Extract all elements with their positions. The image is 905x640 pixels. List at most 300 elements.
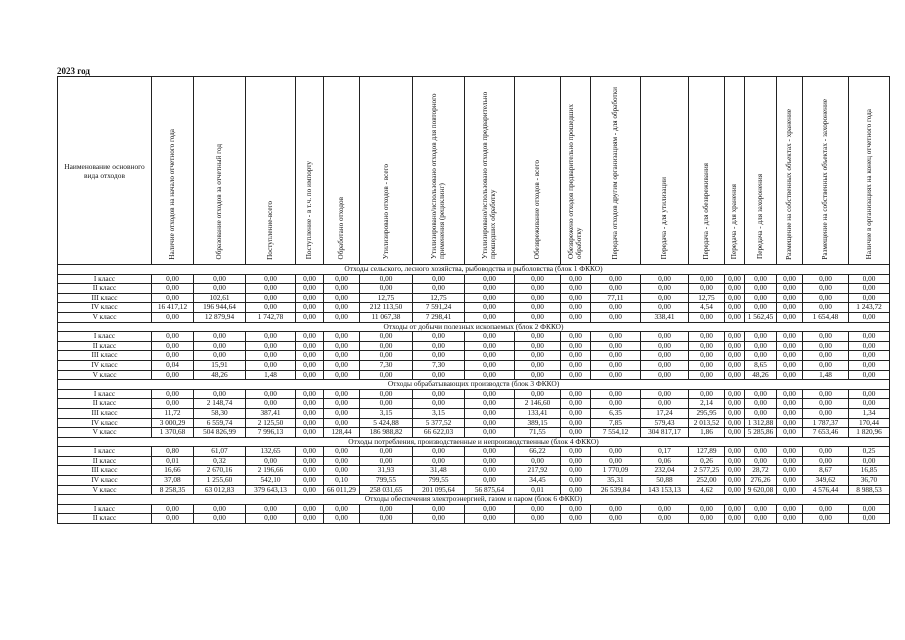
column-header — [413, 77, 465, 265]
table-cell: 0,00 — [803, 293, 849, 303]
table-cell: 37,08 — [152, 476, 194, 486]
table-cell: 0,00 — [194, 389, 246, 399]
table-cell: 0,00 — [296, 284, 324, 294]
column-header — [591, 77, 641, 265]
table-cell: 66,22 — [515, 447, 561, 457]
table-cell: 504 826,99 — [194, 428, 246, 438]
row-label: II класс — [58, 456, 152, 466]
table-cell: 0,00 — [360, 351, 413, 361]
table-row — [58, 389, 890, 399]
table-row — [58, 514, 890, 524]
table-cell: 16,66 — [152, 466, 194, 476]
table-cell: 31,93 — [360, 466, 413, 476]
table-cell: 63 012,83 — [194, 485, 246, 495]
table-cell: 232,04 — [641, 466, 689, 476]
table-cell: 0,00 — [849, 399, 890, 409]
table-cell: 0,00 — [561, 341, 591, 351]
table-cell: 0,00 — [465, 312, 515, 322]
table-cell: 0,00 — [689, 284, 725, 294]
table-cell: 0,00 — [777, 332, 803, 342]
table-cell: 0,00 — [591, 341, 641, 351]
column-header — [777, 77, 803, 265]
table-cell: 1 312,88 — [745, 418, 777, 428]
row-label: III класс — [58, 466, 152, 476]
table-cell: 0,00 — [152, 389, 194, 399]
column-header — [360, 77, 413, 265]
table-cell: 0,00 — [515, 274, 561, 284]
table-cell: 0,00 — [777, 447, 803, 457]
table-row — [58, 399, 890, 409]
table-cell: 0,00 — [745, 303, 777, 313]
table-cell: 71,55 — [515, 428, 561, 438]
table-cell: 11 067,38 — [360, 312, 413, 322]
table-cell: 143 153,13 — [641, 485, 689, 495]
table-cell: 0,00 — [689, 370, 725, 380]
table-cell: 0,00 — [246, 504, 296, 514]
table-cell: 0,00 — [641, 514, 689, 524]
table-cell: 0,00 — [515, 504, 561, 514]
table-cell: 2 670,16 — [194, 466, 246, 476]
table-cell: 0,00 — [246, 284, 296, 294]
table-cell: 389,15 — [515, 418, 561, 428]
table-cell: 0,00 — [745, 284, 777, 294]
table-cell: 0,00 — [561, 370, 591, 380]
table-cell: 542,10 — [246, 476, 296, 486]
column-header — [849, 77, 890, 265]
column-header-name: Наименование основного вида отходов — [58, 77, 152, 265]
table-cell: 0,00 — [296, 293, 324, 303]
table-cell: 0,00 — [591, 504, 641, 514]
table-cell: 0,00 — [803, 514, 849, 524]
table-cell: 2 125,50 — [246, 418, 296, 428]
table-cell: 9 620,08 — [745, 485, 777, 495]
table-cell: 0,00 — [515, 312, 561, 322]
table-cell: 186 988,82 — [360, 428, 413, 438]
table-cell: 0,80 — [152, 447, 194, 457]
table-cell: 349,62 — [803, 476, 849, 486]
table-cell: 4,54 — [689, 303, 725, 313]
column-header-label: Утилизировано/использовано отходов предварительно прошедших обработку — [481, 92, 498, 260]
table-cell: 0,00 — [803, 456, 849, 466]
row-label: I класс — [58, 332, 152, 342]
table-cell: 1 243,72 — [849, 303, 890, 313]
column-header-label: Наличие отходов на начало отчетного года — [168, 128, 177, 260]
table-cell: 0,00 — [324, 456, 360, 466]
table-cell: 0,00 — [641, 303, 689, 313]
table-cell: 8,67 — [803, 466, 849, 476]
row-label: V класс — [58, 428, 152, 438]
table-row — [58, 341, 890, 351]
page-title: 2023 год — [57, 66, 90, 76]
table-cell: 0,00 — [591, 370, 641, 380]
table-cell: 0,00 — [194, 284, 246, 294]
table-cell: 0,00 — [725, 284, 745, 294]
table-cell: 387,41 — [246, 408, 296, 418]
table-cell: 7 591,24 — [413, 303, 465, 313]
table-cell: 0,00 — [360, 284, 413, 294]
table-row — [58, 456, 890, 466]
row-label: IV класс — [58, 360, 152, 370]
table-cell: 48,26 — [745, 370, 777, 380]
table-cell: 0,00 — [246, 303, 296, 313]
table-cell: 0,00 — [324, 399, 360, 409]
table-cell: 0,00 — [641, 399, 689, 409]
table-cell: 0,00 — [515, 514, 561, 524]
table-cell: 0,00 — [561, 274, 591, 284]
table-cell: 0,00 — [803, 399, 849, 409]
table-cell: 0,00 — [689, 351, 725, 361]
table-cell: 0,00 — [246, 341, 296, 351]
table-cell: 0,00 — [561, 399, 591, 409]
table-cell: 0,00 — [324, 447, 360, 457]
table-row — [58, 274, 890, 284]
table-cell: 0,00 — [849, 341, 890, 351]
table-cell: 0,00 — [777, 476, 803, 486]
table-cell: 0,00 — [296, 351, 324, 361]
table-cell: 35,31 — [591, 476, 641, 486]
table-cell: 1 820,96 — [849, 428, 890, 438]
table-cell: 0,00 — [324, 370, 360, 380]
table-cell: 5 285,86 — [745, 428, 777, 438]
table-cell: 0,00 — [246, 456, 296, 466]
table-cell: 0,00 — [194, 332, 246, 342]
column-header — [324, 77, 360, 265]
row-label: IV класс — [58, 418, 152, 428]
row-label: V класс — [58, 485, 152, 495]
column-header-label: Образование отходов за отчетный год — [215, 143, 224, 260]
table-cell: 170,44 — [849, 418, 890, 428]
table-cell: 0,00 — [777, 456, 803, 466]
table-cell: 1,48 — [246, 370, 296, 380]
table-cell: 0,00 — [515, 360, 561, 370]
table-cell: 102,61 — [194, 293, 246, 303]
table-cell: 0,17 — [641, 447, 689, 457]
column-header-label: Поступление - в т.ч. по импорту — [305, 161, 314, 260]
table-cell: 0,00 — [152, 514, 194, 524]
table-cell: 0,00 — [725, 370, 745, 380]
table-cell: 0,00 — [413, 389, 465, 399]
section-header-row — [58, 322, 890, 332]
table-cell: 0,01 — [515, 485, 561, 495]
table-cell: 0,00 — [324, 274, 360, 284]
table-cell: 0,00 — [413, 447, 465, 457]
table-cell: 0,00 — [561, 360, 591, 370]
table-cell: 0,00 — [296, 514, 324, 524]
table-cell: 0,00 — [152, 274, 194, 284]
table-cell: 0,06 — [641, 456, 689, 466]
table-cell: 0,00 — [246, 514, 296, 524]
table-cell: 0,00 — [296, 466, 324, 476]
table-cell: 132,65 — [246, 447, 296, 457]
table-cell: 0,00 — [324, 332, 360, 342]
table-cell: 0,00 — [849, 389, 890, 399]
table-cell: 7 996,13 — [246, 428, 296, 438]
table-cell: 0,00 — [515, 332, 561, 342]
table-cell: 304 817,17 — [641, 428, 689, 438]
table-cell: 0,00 — [465, 504, 515, 514]
table-cell: 0,00 — [777, 341, 803, 351]
table-cell: 1,34 — [849, 408, 890, 418]
table-cell: 0,00 — [745, 341, 777, 351]
table-cell: 15,91 — [194, 360, 246, 370]
table-cell: 7 653,46 — [803, 428, 849, 438]
table-cell: 0,00 — [296, 456, 324, 466]
table-cell: 50,88 — [641, 476, 689, 486]
table-cell: 66 622,03 — [413, 428, 465, 438]
table-cell: 0,00 — [296, 360, 324, 370]
table-row — [58, 476, 890, 486]
column-header — [246, 77, 296, 265]
table-cell: 0,00 — [641, 370, 689, 380]
table-cell: 0,00 — [849, 514, 890, 524]
table-cell: 0,00 — [324, 418, 360, 428]
table-cell: 379 643,13 — [246, 485, 296, 495]
table-cell: 0,00 — [515, 341, 561, 351]
table-cell: 0,00 — [296, 332, 324, 342]
column-header-label: Наличие в организациях на конец отчетного года — [864, 109, 873, 260]
table-cell: 0,00 — [152, 399, 194, 409]
column-header-label: Передача - для захоронения — [756, 174, 765, 260]
table-cell: 3,15 — [360, 408, 413, 418]
table-cell: 0,00 — [777, 293, 803, 303]
table-cell: 8,65 — [745, 360, 777, 370]
table-cell: 0,00 — [246, 389, 296, 399]
table-cell: 0,00 — [152, 284, 194, 294]
table-cell: 0,00 — [803, 389, 849, 399]
table-cell: 0,00 — [803, 360, 849, 370]
row-label: I класс — [58, 274, 152, 284]
table-cell: 0,00 — [360, 514, 413, 524]
table-cell: 0,00 — [641, 284, 689, 294]
table-cell: 0,00 — [777, 360, 803, 370]
table-cell: 0,00 — [296, 485, 324, 495]
table-cell: 0,00 — [641, 332, 689, 342]
column-header — [745, 77, 777, 265]
table-cell: 0,00 — [689, 274, 725, 284]
table-row — [58, 312, 890, 322]
table-cell: 7 298,41 — [413, 312, 465, 322]
table-cell: 0,00 — [465, 418, 515, 428]
table-cell: 212 113,50 — [360, 303, 413, 313]
table-cell: 0,00 — [561, 303, 591, 313]
table-cell: 0,00 — [246, 399, 296, 409]
table-cell: 0,00 — [849, 456, 890, 466]
table-cell: 0,00 — [689, 389, 725, 399]
table-cell: 217,92 — [515, 466, 561, 476]
table-cell: 0,00 — [360, 399, 413, 409]
table-cell: 0,00 — [413, 456, 465, 466]
table-cell: 0,00 — [777, 408, 803, 418]
table-cell: 17,24 — [641, 408, 689, 418]
table-cell: 0,00 — [725, 293, 745, 303]
table-cell: 0,00 — [561, 408, 591, 418]
table-cell: 0,00 — [561, 293, 591, 303]
table-row — [58, 332, 890, 342]
table-cell: 0,00 — [803, 332, 849, 342]
table-cell: 0,00 — [152, 312, 194, 322]
table-cell: 12,75 — [689, 293, 725, 303]
row-label: V класс — [58, 370, 152, 380]
table-cell: 799,55 — [413, 476, 465, 486]
table-cell: 0,00 — [689, 312, 725, 322]
table-cell: 0,00 — [849, 284, 890, 294]
table-cell: 0,00 — [849, 360, 890, 370]
table-cell: 0,00 — [745, 408, 777, 418]
table-cell: 8 258,35 — [152, 485, 194, 495]
table-cell: 0,00 — [745, 456, 777, 466]
table-cell: 0,00 — [413, 514, 465, 524]
column-header — [296, 77, 324, 265]
table-cell: 1 654,48 — [803, 312, 849, 322]
column-header-label: Передача отходов другим организациям - для обработки — [611, 86, 620, 260]
table-cell: 7,30 — [413, 360, 465, 370]
table-cell: 0,00 — [561, 456, 591, 466]
table-cell: 0,00 — [745, 399, 777, 409]
table-cell: 0,00 — [465, 456, 515, 466]
column-header-label: Утилизировано/использовано отходов для повторного применения (рециклинг) — [430, 93, 447, 260]
table-cell: 7,30 — [360, 360, 413, 370]
section-title: Отходы от добычи полезных ископаемых (блок 2 ФККО) — [58, 322, 890, 332]
table-cell: 16 417,12 — [152, 303, 194, 313]
table-row — [58, 303, 890, 313]
table-cell: 0,00 — [465, 284, 515, 294]
table-cell: 252,00 — [689, 476, 725, 486]
table-cell: 0,00 — [689, 504, 725, 514]
table-cell: 0,00 — [777, 274, 803, 284]
row-label: II класс — [58, 399, 152, 409]
table-cell: 0,00 — [777, 351, 803, 361]
column-header — [561, 77, 591, 265]
table-cell: 0,00 — [591, 456, 641, 466]
table-row — [58, 504, 890, 514]
table-cell: 0,00 — [324, 466, 360, 476]
table-cell: 1 370,68 — [152, 428, 194, 438]
table-cell: 0,00 — [561, 447, 591, 457]
table-cell: 0,00 — [591, 284, 641, 294]
table-cell: 0,00 — [152, 341, 194, 351]
table-cell: 0,00 — [745, 447, 777, 457]
table-cell: 0,00 — [591, 399, 641, 409]
table-cell: 0,00 — [725, 408, 745, 418]
table-cell: 0,00 — [745, 389, 777, 399]
waste-table — [57, 76, 890, 524]
table-cell: 338,41 — [641, 312, 689, 322]
table-cell: 0,00 — [777, 485, 803, 495]
table-cell: 201 095,64 — [413, 485, 465, 495]
table-cell: 0,00 — [360, 456, 413, 466]
table-cell: 0,00 — [725, 360, 745, 370]
table-cell: 0,00 — [641, 360, 689, 370]
table-cell: 0,00 — [465, 341, 515, 351]
table-cell: 0,00 — [413, 332, 465, 342]
row-label: III класс — [58, 351, 152, 361]
table-row — [58, 360, 890, 370]
row-label: II класс — [58, 514, 152, 524]
table-cell: 12,75 — [360, 293, 413, 303]
table-cell: 0,00 — [324, 284, 360, 294]
table-cell: 0,00 — [777, 389, 803, 399]
table-cell: 127,89 — [689, 447, 725, 457]
table-cell: 0,00 — [465, 399, 515, 409]
section-header-row — [58, 265, 890, 275]
table-cell: 2,14 — [689, 399, 725, 409]
table-cell: 0,00 — [725, 303, 745, 313]
table-cell: 0,00 — [849, 293, 890, 303]
table-cell: 0,00 — [803, 351, 849, 361]
column-header-label: Передача - для утилизации — [660, 177, 669, 260]
table-cell: 0,00 — [591, 360, 641, 370]
table-cell: 0,00 — [777, 312, 803, 322]
table-cell: 0,00 — [152, 293, 194, 303]
table-cell: 0,00 — [413, 274, 465, 284]
table-cell: 0,00 — [465, 360, 515, 370]
table-cell: 0,00 — [745, 332, 777, 342]
table-cell: 0,00 — [324, 408, 360, 418]
table-cell: 2 146,60 — [515, 399, 561, 409]
table-cell: 0,00 — [803, 303, 849, 313]
section-header-row — [58, 495, 890, 505]
table-cell: 0,00 — [561, 351, 591, 361]
table-cell: 0,00 — [591, 312, 641, 322]
table-cell: 0,00 — [324, 514, 360, 524]
table-cell: 0,00 — [561, 312, 591, 322]
table-cell: 0,00 — [803, 284, 849, 294]
table-cell: 0,00 — [360, 341, 413, 351]
table-cell: 0,00 — [515, 456, 561, 466]
table-cell: 0,00 — [246, 274, 296, 284]
row-label: III класс — [58, 408, 152, 418]
table-row — [58, 428, 890, 438]
table-cell: 1,48 — [803, 370, 849, 380]
section-header-row — [58, 437, 890, 447]
section-title: Отходы обеспечения электроэнергией, газом и паром (блок 6 ФККО) — [58, 495, 890, 505]
section-title: Отходы обрабатывающих производств (блок 3 ФККО) — [58, 380, 890, 390]
table-cell: 4 576,44 — [803, 485, 849, 495]
table-cell: 0,00 — [296, 341, 324, 351]
table-cell: 77,11 — [591, 293, 641, 303]
table-cell: 0,00 — [360, 447, 413, 457]
table-cell: 579,43 — [641, 418, 689, 428]
table-cell: 0,00 — [849, 504, 890, 514]
table-cell: 0,00 — [246, 351, 296, 361]
table-cell: 0,32 — [194, 456, 246, 466]
table-cell: 0,00 — [515, 351, 561, 361]
table-cell: 0,00 — [296, 303, 324, 313]
table-cell: 0,00 — [641, 274, 689, 284]
table-cell: 0,00 — [246, 360, 296, 370]
table-cell: 128,44 — [324, 428, 360, 438]
table-cell: 0,00 — [689, 341, 725, 351]
table-cell: 61,07 — [194, 447, 246, 457]
table-cell: 0,00 — [152, 332, 194, 342]
table-cell: 0,00 — [725, 485, 745, 495]
table-cell: 0,00 — [413, 351, 465, 361]
table-cell: 0,00 — [725, 456, 745, 466]
row-label: II класс — [58, 284, 152, 294]
column-header — [515, 77, 561, 265]
column-header-label: Размещение на собственных объектах - хранение — [785, 108, 794, 260]
column-header — [803, 77, 849, 265]
table-cell: 0,01 — [152, 456, 194, 466]
table-cell: 66 011,29 — [324, 485, 360, 495]
table-cell: 0,00 — [296, 504, 324, 514]
table-cell: 0,00 — [777, 284, 803, 294]
table-cell: 0,00 — [725, 514, 745, 524]
table-cell: 5 377,52 — [413, 418, 465, 428]
table-cell: 0,00 — [465, 274, 515, 284]
table-cell: 0,04 — [152, 360, 194, 370]
table-cell: 5 424,88 — [360, 418, 413, 428]
